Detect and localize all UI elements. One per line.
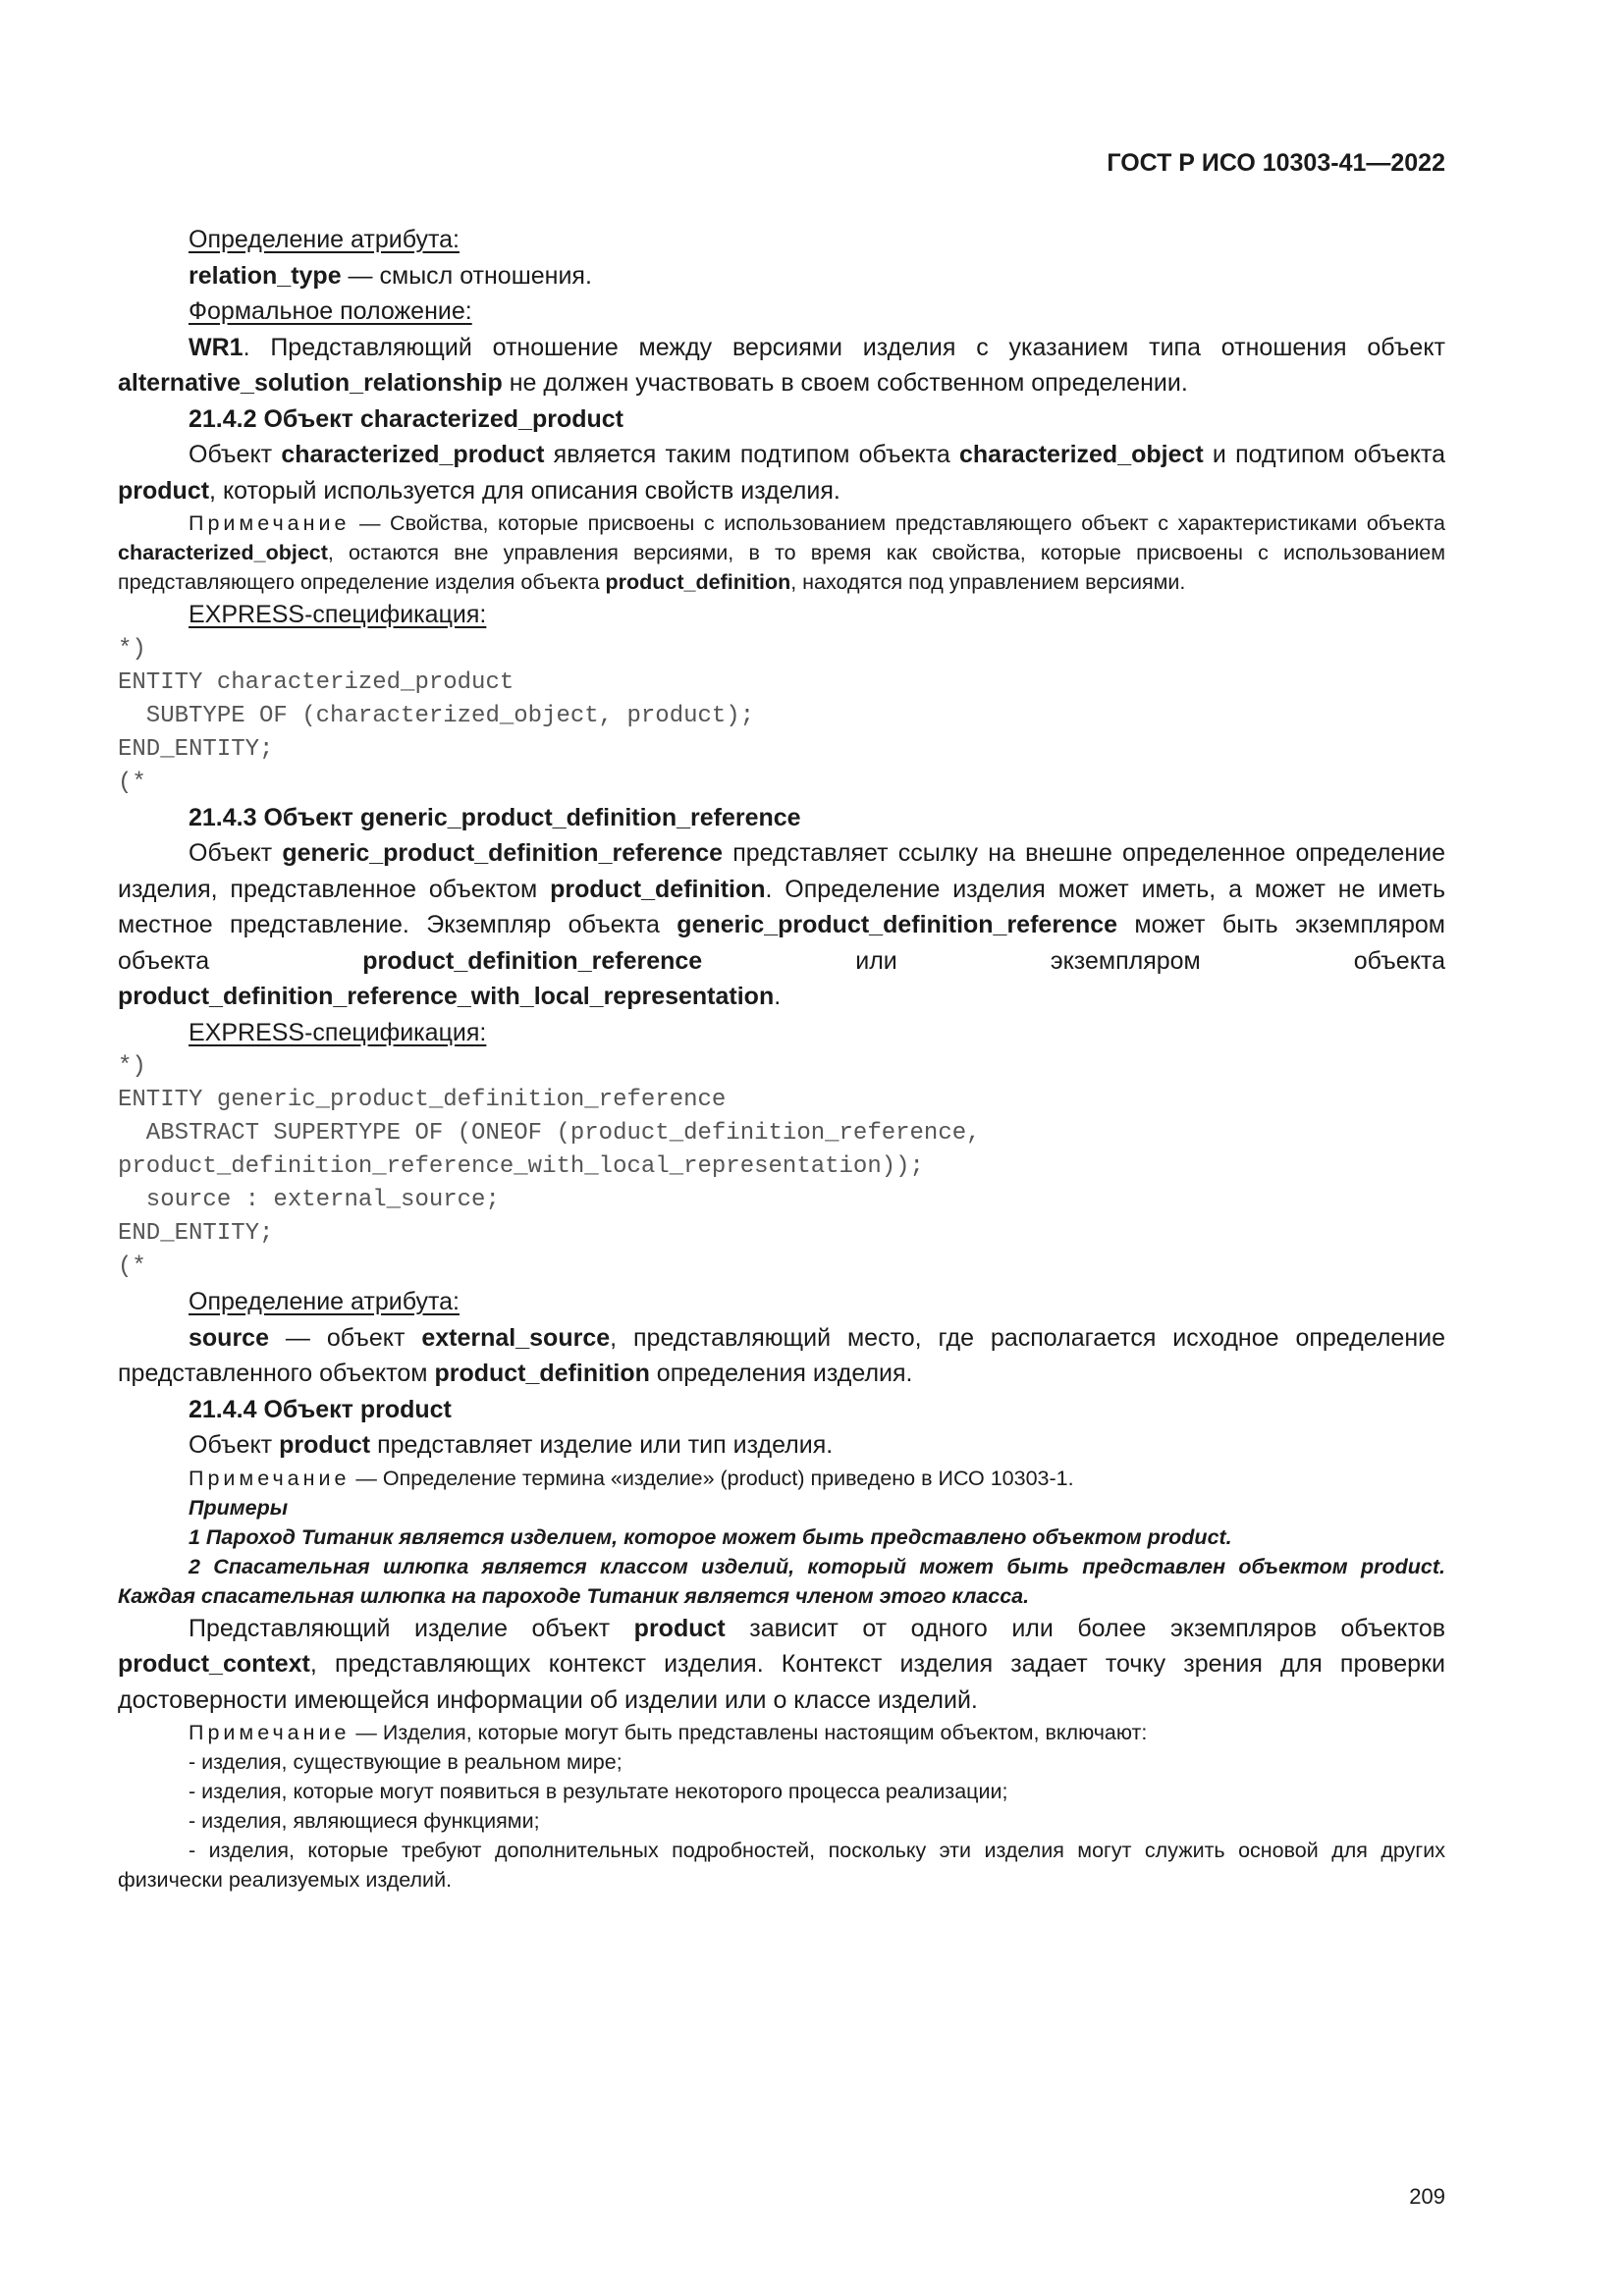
wr1-object-term: alternative_solution_relationship (118, 369, 503, 397)
paragraph-text: является таким подтипом объекта (544, 441, 959, 468)
paragraph-text: . Определение изделия может иметь, а может не иметь местное представление. Экземпляр объекта (118, 875, 1445, 938)
attribute-definition-label-text: Определение атрибута: (189, 1288, 460, 1315)
note-list-item-3: - изделия, являющиеся функциями; (189, 1809, 540, 1833)
paragraph-text: представляет изделие или тип изделия. (370, 1431, 834, 1459)
paragraph-text: Объект (189, 1431, 280, 1459)
paragraph-text: и подтипом объекта (1203, 441, 1446, 468)
note-product-term (118, 1464, 1445, 1493)
term-product: product (633, 1614, 726, 1642)
note-label: Примечание (189, 511, 351, 535)
express-spec-label-text: EXPRESS-спецификация: (189, 601, 487, 628)
page-content (118, 222, 1445, 1895)
characterized-product-paragraph (118, 437, 1445, 508)
note-product-kinds (118, 1718, 1445, 1747)
note-text: , находятся под управлением версиями. (790, 570, 1186, 594)
paragraph-text: , представляющий место, где располагается исходное определение представленного объектом (118, 1323, 1445, 1387)
section-heading-21-4-2: 21.4.2 Объект characterized_product (189, 404, 623, 433)
formal-proposition-label-text: Формальное положение: (189, 297, 472, 325)
page-number: 209 (1409, 2184, 1445, 2209)
note-list-item-4: - изделия, которые требуют дополнительных подробностей, поскольку эти изделия могут служить основой для других физически реализуемых изделий. (118, 1839, 1445, 1892)
paragraph-text: Объект (189, 441, 282, 468)
example-item-1: 1 Пароход Титаник является изделием, которое может быть представлено объектом product. (189, 1524, 1232, 1549)
paragraph-text: зависит от одного или более экземпляров объектов (725, 1614, 1445, 1642)
note-text: — Определение термина «изделие» (product) приведено в ИСО 10303-1. (350, 1466, 1074, 1490)
paragraph-text: — объект (268, 1323, 422, 1352)
term-generic-product-definition-reference: generic_product_definition_reference (282, 839, 724, 867)
note-list-item-1: - изделия, существующие в реальном мире; (189, 1750, 623, 1774)
term-external-source: external_source (421, 1323, 611, 1352)
attribute-definition-label (118, 1284, 1445, 1320)
express-spec-label (118, 597, 1445, 633)
term-characterized-product: characterized_product (281, 441, 545, 468)
express-code-characterized-product: *) ENTITY characterized_product SUBTYPE OF (characterized_object, product); END_ENTITY; (* (118, 635, 755, 796)
attribute-definition-label (118, 222, 1445, 258)
wr1-rule (118, 330, 1445, 401)
term-product-definition: product_definition (434, 1360, 650, 1387)
section-heading-21-4-4: 21.4.4 Объект product (189, 1395, 452, 1423)
relation-type-definition (118, 258, 1445, 294)
term-source: source (189, 1323, 269, 1352)
product-paragraph (118, 1427, 1445, 1464)
generic-product-definition-reference-paragraph (118, 835, 1445, 1015)
document-code-header: ГОСТ Р ИСО 10303-41—2022 (1107, 149, 1445, 177)
term-generic-product-definition-reference: generic_product_definition_reference (677, 911, 1118, 938)
note-characterized-object (118, 508, 1445, 597)
paragraph-text: определения изделия. (649, 1360, 913, 1387)
term-product-definition-reference-with-local-representation: product_definition_reference_with_local_representation (118, 983, 775, 1010)
term-product: product (279, 1431, 371, 1459)
paragraph-text: , представляющих контекст изделия. Контекст изделия задает точку зрения для проверки достоверности имеющейся информации об изделии или о классе изделий. (118, 1650, 1445, 1714)
paragraph-text: Представляющий изделие объект (189, 1614, 634, 1642)
note-text: — Изделия, которые могут быть представлены настоящим объектом, включают: (350, 1721, 1148, 1744)
term-product-definition: product_definition (605, 570, 791, 594)
term-characterized-object: characterized_object (118, 541, 328, 564)
attribute-definition-label-text: Определение атрибута: (189, 226, 460, 253)
source-attribute-definition (118, 1320, 1445, 1392)
express-code-generic-product-definition-reference: *) ENTITY generic_product_definition_reference ABSTRACT SUPERTYPE OF (ONEOF (product_definition_reference, product_definition_reference_with_local_representation)); source : external_source; END_ENTITY; (* (118, 1053, 981, 1280)
term-product-definition-reference: product_definition_reference (362, 946, 703, 975)
paragraph-text: может быть экземпляром объекта (118, 911, 1445, 975)
wr1-text-end: не должен участвовать в своем собственном определении. (502, 369, 1188, 397)
term-product-definition: product_definition (550, 875, 766, 903)
paragraph-text: Объект (189, 839, 283, 867)
express-spec-label-text: EXPRESS-спецификация: (189, 1018, 487, 1046)
note-list-item-2: - изделия, которые могут появиться в результате некоторого процесса реализации; (189, 1780, 1008, 1803)
wr1-text: . Представляющий отношение между версиями изделия с указанием типа отношения объект (243, 333, 1445, 361)
paragraph-text: представляет ссылку на внешне определенное определение изделия, представленное объектом (118, 839, 1446, 903)
formal-proposition-label (118, 294, 1445, 330)
section-heading-21-4-3: 21.4.3 Объект generic_product_definition_reference (189, 803, 801, 831)
relation-type-description: — смысл отношения. (341, 261, 592, 290)
paragraph-text: или экземпляром объекта (702, 946, 1445, 975)
term-product: product (118, 476, 210, 505)
examples-title: Примеры (189, 1495, 289, 1520)
note-label: Примечание (189, 1466, 351, 1490)
wr1-term: WR1 (189, 333, 244, 361)
express-spec-label (118, 1015, 1445, 1051)
relation-type-term: relation_type (189, 261, 342, 290)
note-text: — Свойства, которые присвоены с использованием представляющего объект с характеристиками объекта (350, 511, 1445, 535)
term-product-context: product_context (118, 1650, 310, 1678)
example-item-2: 2 Спасательная шлюпка является классом изделий, который может быть представлен объектом product. Каждая спасательная шлюпка на пароходе Титаник является членом этого класса. (118, 1554, 1445, 1608)
note-text: , остаются вне управления версиями, в то время как свойства, которые присвоены с использованием представляющего определение изделия объекта (118, 541, 1445, 594)
paragraph-text: , который используется для описания свойств изделия. (209, 476, 840, 505)
paragraph-text: . (774, 983, 782, 1010)
product-context-paragraph (118, 1611, 1445, 1719)
note-label: Примечание (189, 1721, 351, 1744)
term-characterized-object: characterized_object (959, 441, 1204, 468)
